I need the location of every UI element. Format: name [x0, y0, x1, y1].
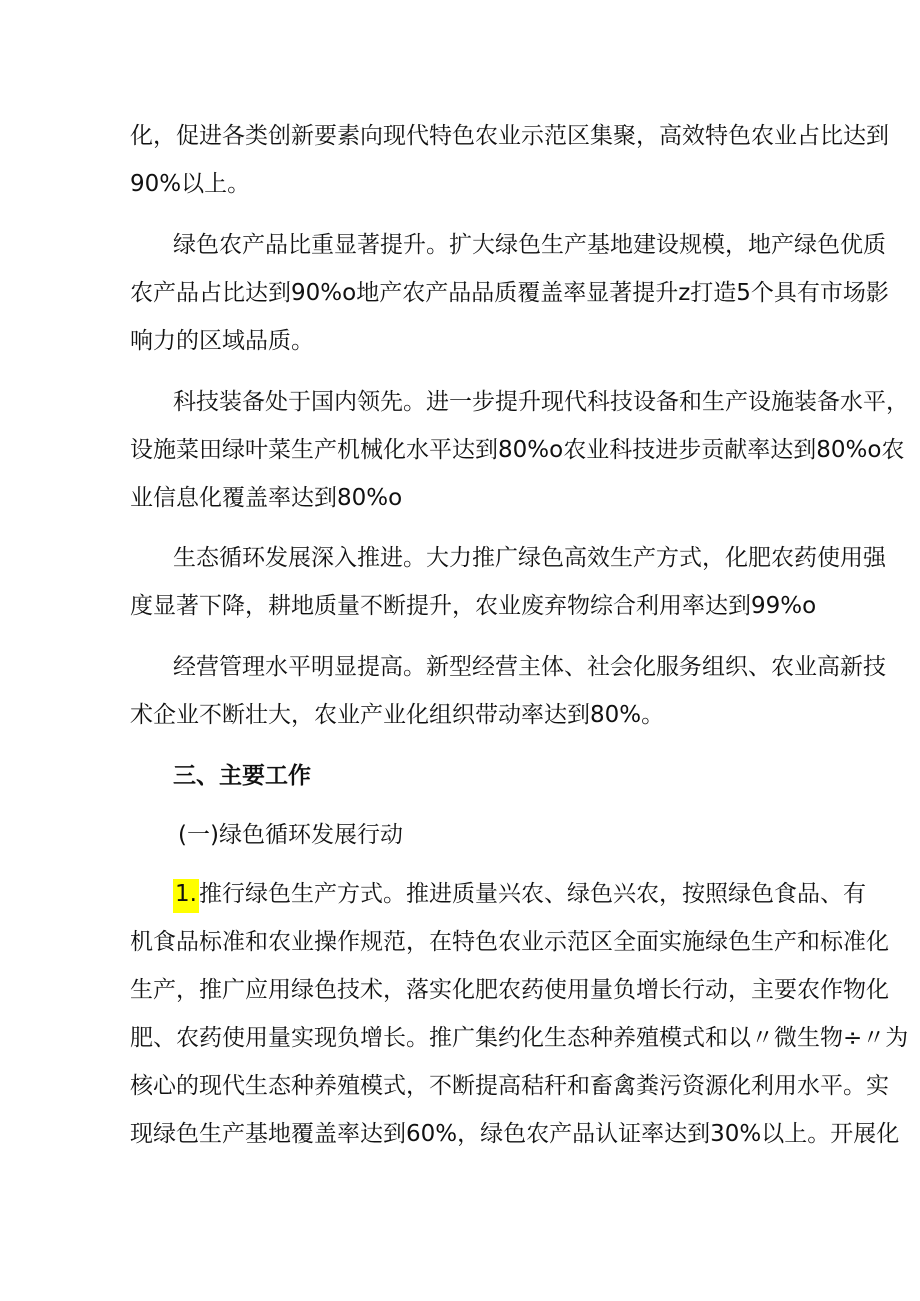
text-line: 化，促进各类创新要素向现代特色农业示范区集聚，高效特色农业占比达到 — [130, 123, 889, 149]
text-line: 设施菜田绿叶菜生产机械化水平达到80%o农业科技进步贡献率达到80%o农 — [130, 437, 905, 463]
text-line: 业信息化覆盖率达到80%o — [130, 485, 403, 511]
subsection-heading: (一)绿色循环发展行动 — [178, 822, 403, 848]
text-line: 生产，推广应用绿色技术，落实化肥农药使用量负增长行动，主要农作物化 — [130, 977, 889, 1003]
text-line: 度显著下降，耕地质量不断提升，农业废弃物综合利用率达到99%o — [130, 593, 817, 619]
text-line: 农产品占比达到90%o地产农产品品质覆盖率显著提升z打造5个具有市场影 — [130, 280, 889, 306]
text-line: 生态循环发展深入推进。大力推广绿色高效生产方式，化肥农药使用强 — [173, 545, 886, 571]
highlighted-item-number: 1. — [173, 879, 199, 913]
text-line: 绿色农产品比重显著提升。扩大绿色生产基地建设规模，地产绿色优质 — [173, 232, 886, 258]
numbered-paragraph-first-line — [173, 874, 866, 914]
text-line: 肥、农药使用量实现负增长。推广集约化生态种养殖模式和以〃微生物÷〃为 — [130, 1025, 909, 1051]
text-line: 科技装备处于国内领先。进一步提升现代科技设备和生产设施装备水平， — [173, 389, 909, 415]
text-line: 核心的现代生态种养殖模式，不断提高秸秆和畜禽粪污资源化利用水平。实 — [130, 1073, 889, 1099]
text-line: 术企业不断壮大，农业产业化组织带动率达到80%。 — [130, 702, 665, 728]
section-heading: 三、主要工作 — [173, 763, 311, 789]
text-line: 现绿色生产基地覆盖率达到60%，绿色农产品认证率达到30%以上。开展化 — [130, 1121, 900, 1147]
text-line: 响力的区域品质。 — [130, 328, 314, 354]
text-run: 推行绿色生产方式。推进质量兴农、绿色兴农，按照绿色食品、有 — [198, 881, 866, 907]
text-line: 经营管理水平明显提高。新型经营主体、社会化服务组织、农业高新技 — [173, 654, 886, 680]
text-line: 90%以上。 — [130, 171, 251, 197]
text-line: 机食品标准和农业操作规范，在特色农业示范区全面实施绿色生产和标准化 — [130, 929, 889, 955]
